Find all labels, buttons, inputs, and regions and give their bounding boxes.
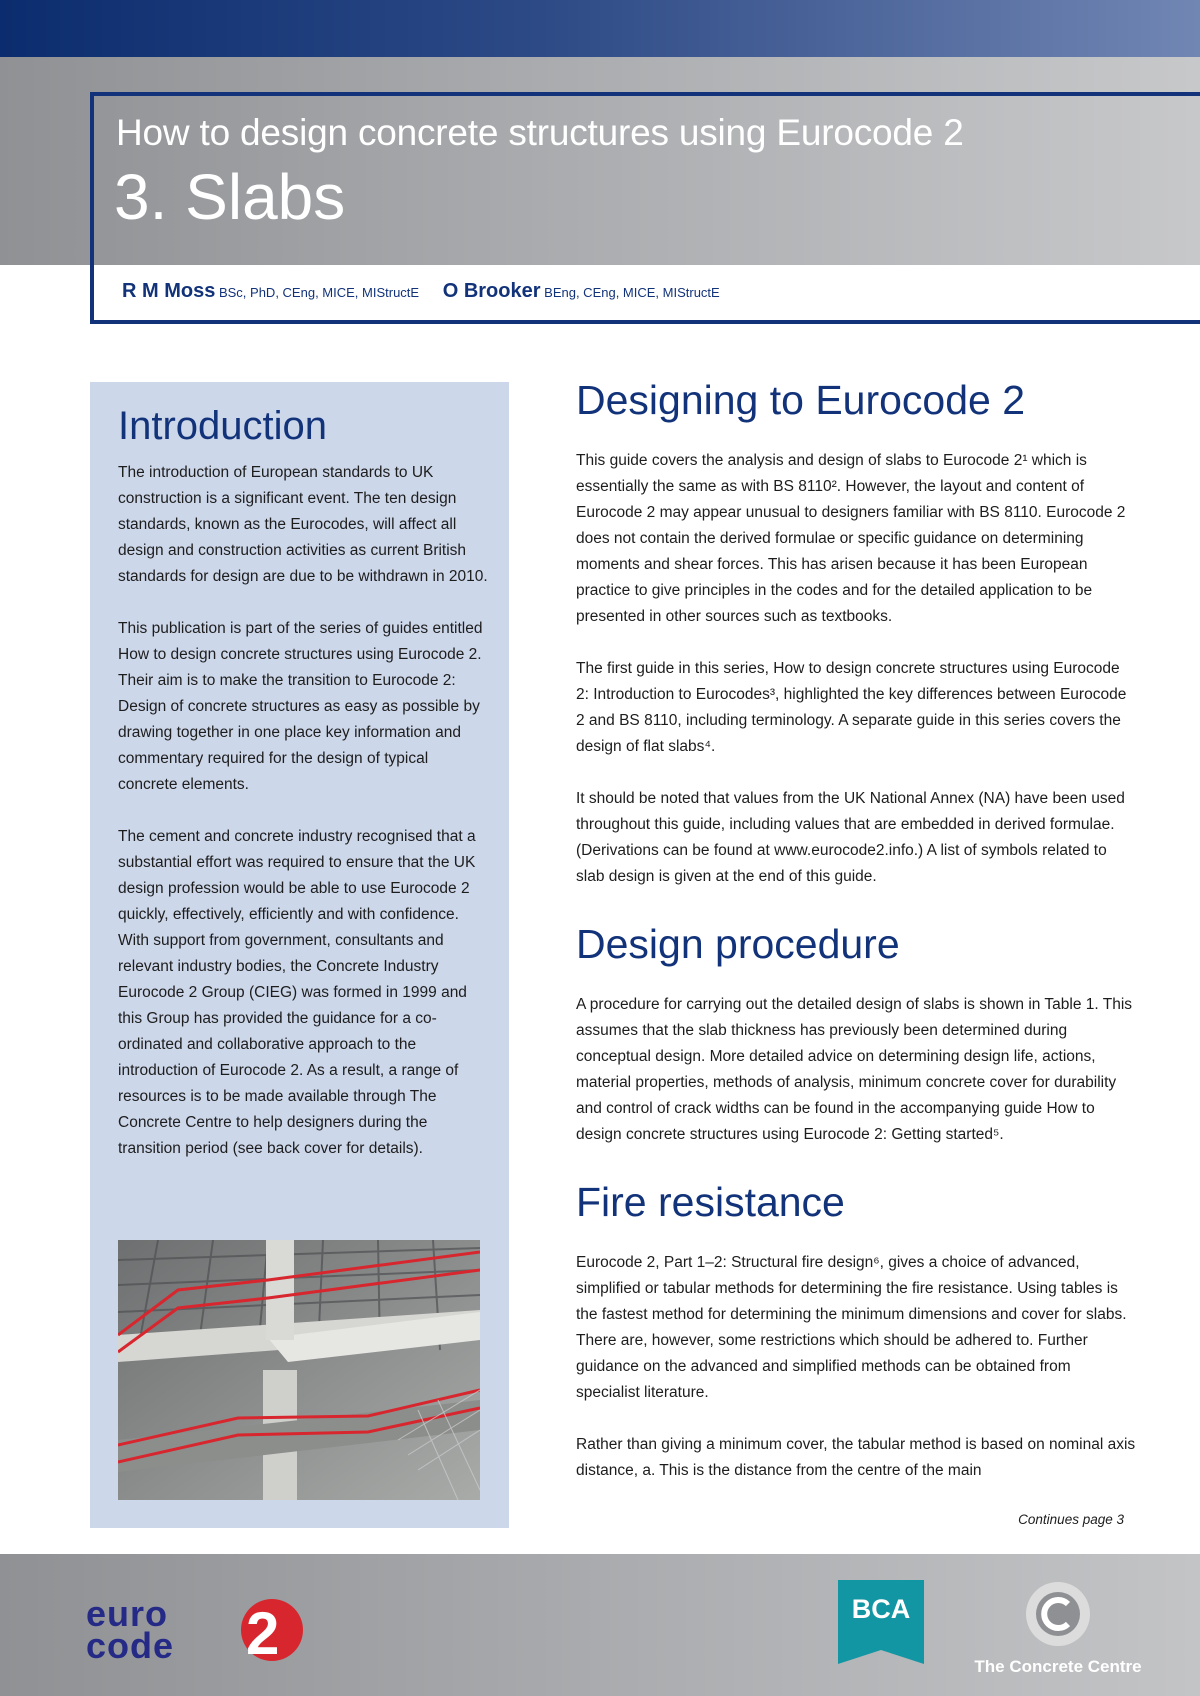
sidebar-paragraph: This publication is part of the series of guides entitled How to design concrete structures using Eurocode 2. Their aim is to make the transition to Eurocode 2: Design of concrete structures as easy as possible by drawing together in one place key information and commentary required for the design of typical concrete elements. xyxy=(118,620,483,793)
main-content xyxy=(576,372,1136,1510)
continues-note: Continues page 3 xyxy=(1018,1512,1124,1527)
section-paragraph: Rather than giving a minimum cover, the tabular method is based on nominal axis distance, a. This is the distance from the centre of the main xyxy=(576,1436,1136,1479)
guide-title: 3. Slabs xyxy=(114,161,346,233)
footer-bar xyxy=(0,1554,1200,1696)
section-paragraph: It should be noted that values from the UK National Annex (NA) have been used throughout this guide, including values that are embedded in derived formulae. (Derivations can be found at www.eurocode2.info.) A list of symbols related to slab design is given at the end of this guide. xyxy=(576,790,1125,885)
bca-logo xyxy=(838,1580,924,1675)
concrete-centre-emblem-icon xyxy=(1024,1580,1092,1648)
section-heading: Fire resistance xyxy=(576,1179,845,1225)
eurocode2-logo xyxy=(86,1598,316,1667)
concrete-centre-logo xyxy=(968,1580,1148,1677)
logo-euro: euro xyxy=(86,1598,169,1634)
section-heading: Designing to Eurocode 2 xyxy=(576,377,1026,423)
section-fire-resistance xyxy=(576,1174,1136,1484)
author-name: O Brooker xyxy=(442,280,541,302)
author-name: R M Moss xyxy=(122,280,216,302)
section-designing-to-eurocode-2 xyxy=(576,372,1136,890)
introduction-sidebar xyxy=(90,382,509,1528)
sidebar-paragraph: The introduction of European standards to UK construction is a significant event. The ten design standards, known as the Eurocodes, will affect all design and construction activities as current British standards for design are due to be withdrawn in 2010. xyxy=(118,464,488,585)
section-heading: Design procedure xyxy=(576,921,900,967)
section-paragraph: This guide covers the analysis and design of slabs to Eurocode 2¹ which is essentially the same as with BS 8110². However, the layout and content of Eurocode 2 may appear unusual to designers familiar with BS 8110. Eurocode 2 does not contain the derived formulae or specific guidance on determining moments and shear forces. This has arisen because it has been European practice to give principles in the codes and for the detailed application to be presented in other sources such as textbooks. xyxy=(576,452,1126,625)
logo-numeral: 2 xyxy=(246,1600,280,1662)
section-design-procedure xyxy=(576,916,1136,1148)
sidebar-body xyxy=(118,460,488,1188)
concrete-centre-name: The Concrete Centre xyxy=(974,1657,1142,1676)
author-credentials: BEng, CEng, MICE, MIStructE xyxy=(544,285,720,300)
series-title: How to design concrete structures using Eurocode 2 xyxy=(116,112,964,153)
bca-text: BCA xyxy=(851,1594,911,1624)
section-paragraph: The first guide in this series, How to design concrete structures using Eurocode 2: Introduction to Eurocodes³, highlighted the key differences between Eurocode 2 and BS 8110, including terminology. A separate guide in this series covers the design of flat slabs⁴. xyxy=(576,660,1127,755)
sidebar-heading: Introduction xyxy=(118,404,328,448)
section-paragraph: A procedure for carrying out the detailed design of slabs is shown in Table 1. This assumes that the slab thickness has previously been determined during conceptual design. More detailed advice on determining design life, actions, material properties, methods of analysis, minimum concrete cover for durability and control of crack widths can be found in the accompanying guide How to design concrete structures using Eurocode 2: Getting started⁵. xyxy=(576,996,1133,1143)
logo-code: code xyxy=(86,1625,175,1662)
author-line xyxy=(122,280,740,303)
sidebar-paragraph: The cement and concrete industry recognised that a substantial effort was required to ensure that the UK design profession would be able to use Eurocode 2 quickly, effectively, efficiently and with confidence. With support from government, consultants and relevant industry bodies, the Concrete Industry Eurocode 2 Group (CIEG) was formed in 1999 and this Group has provided the guidance for a co-ordinated and collaborative approach to the introduction of Eurocode 2. As a result, a range of resources is to be made available through The Concrete Centre to help designers during the transition period (see back cover for details). xyxy=(118,828,476,1157)
construction-photo xyxy=(118,1240,480,1500)
section-paragraph: Eurocode 2, Part 1–2: Structural fire design⁶, gives a choice of advanced, simplified or tabular methods for determining the fire resistance. Using tables is the fastest method for determining the minimum dimensions and cover for slabs. There are, however, some restrictions which should be adhered to. Further guidance on the advanced and simplified methods can be obtained from specialist literature. xyxy=(576,1254,1127,1401)
author-credentials: BSc, PhD, CEng, MICE, MIStructE xyxy=(218,285,420,300)
top-color-bar xyxy=(0,0,1200,57)
